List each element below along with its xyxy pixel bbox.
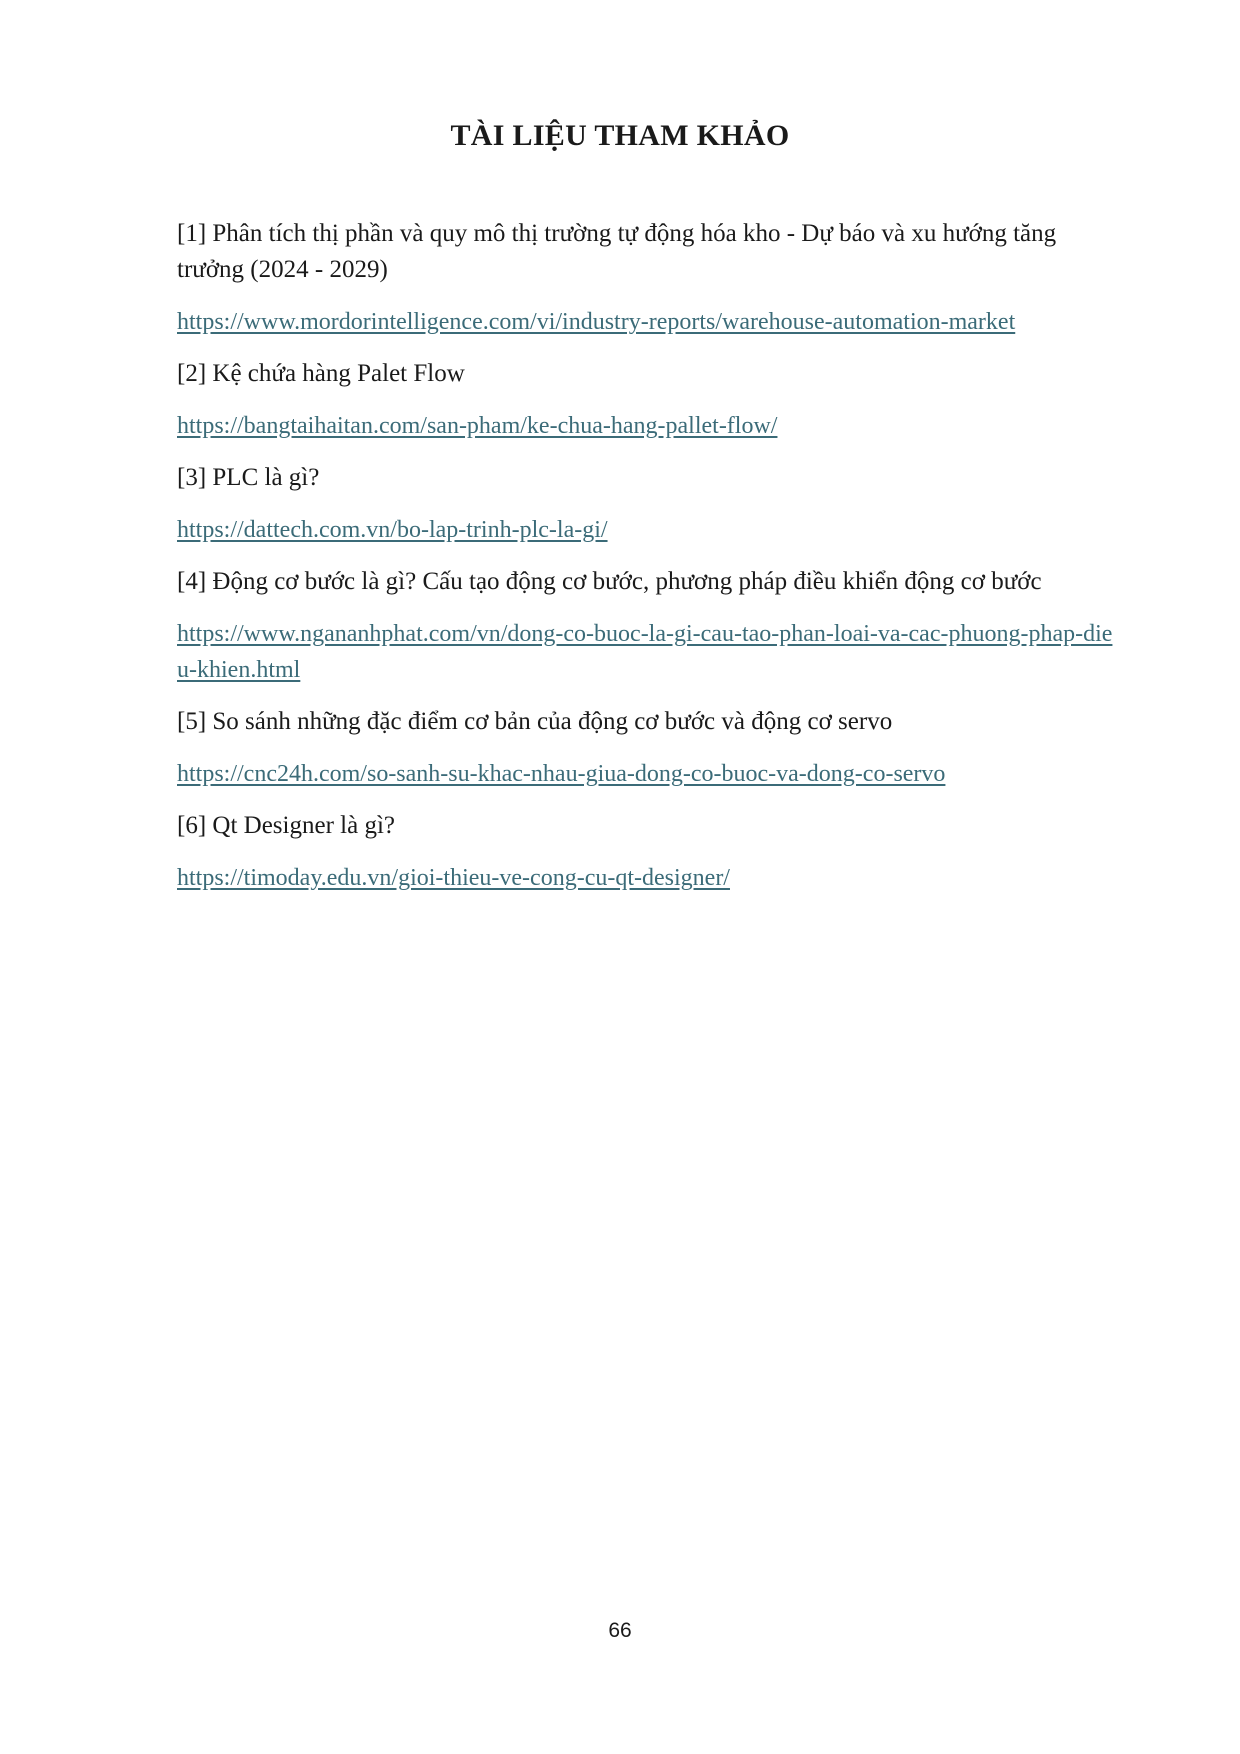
reference-item-5 bbox=[177, 704, 1117, 792]
reference-link[interactable]: https://timoday.edu.vn/gioi-thieu-ve-cong-cu-qt-designer/ bbox=[177, 865, 730, 891]
page-number: 66 bbox=[608, 1619, 632, 1642]
reference-item-2 bbox=[177, 356, 1117, 444]
reference-title: [5] So sánh những đặc điểm cơ bản của động cơ bước và động cơ servo bbox=[177, 708, 893, 735]
page-title: TÀI LIỆU THAM KHẢO bbox=[450, 119, 790, 152]
reference-item-3 bbox=[177, 460, 1117, 548]
reference-item-4 bbox=[177, 564, 1117, 688]
reference-link[interactable]: https://bangtaihaitan.com/san-pham/ke-chua-hang-pallet-flow/ bbox=[177, 413, 778, 439]
reference-link[interactable]: https://www.ngananhphat.com/vn/dong-co-buoc-la-gi-cau-tao-phan-loai-va-cac-phuong-phap-dieu-khien.html bbox=[177, 621, 1113, 683]
reference-title: [6] Qt Designer là gì? bbox=[177, 812, 395, 839]
reference-link[interactable]: https://www.mordorintelligence.com/vi/industry-reports/warehouse-automation-market bbox=[177, 309, 1016, 335]
reference-item-1 bbox=[177, 216, 1117, 340]
reference-title: [2] Kệ chứa hàng Palet Flow bbox=[177, 360, 465, 387]
reference-title: [3] PLC là gì? bbox=[177, 464, 320, 491]
reference-item-6 bbox=[177, 808, 1117, 896]
reference-link[interactable]: https://cnc24h.com/so-sanh-su-khac-nhau-giua-dong-co-buoc-va-dong-co-servo bbox=[177, 761, 946, 787]
reference-title: [1] Phân tích thị phần và quy mô thị trường tự động hóa kho - Dự báo và xu hướng tăng trưởng (2024 - 2029) bbox=[177, 220, 1057, 283]
reference-list bbox=[177, 216, 1117, 912]
reference-link[interactable]: https://dattech.com.vn/bo-lap-trinh-plc-la-gi/ bbox=[177, 517, 608, 543]
reference-title: [4] Động cơ bước là gì? Cấu tạo động cơ bước, phương pháp điều khiển động cơ bước bbox=[177, 568, 1042, 595]
